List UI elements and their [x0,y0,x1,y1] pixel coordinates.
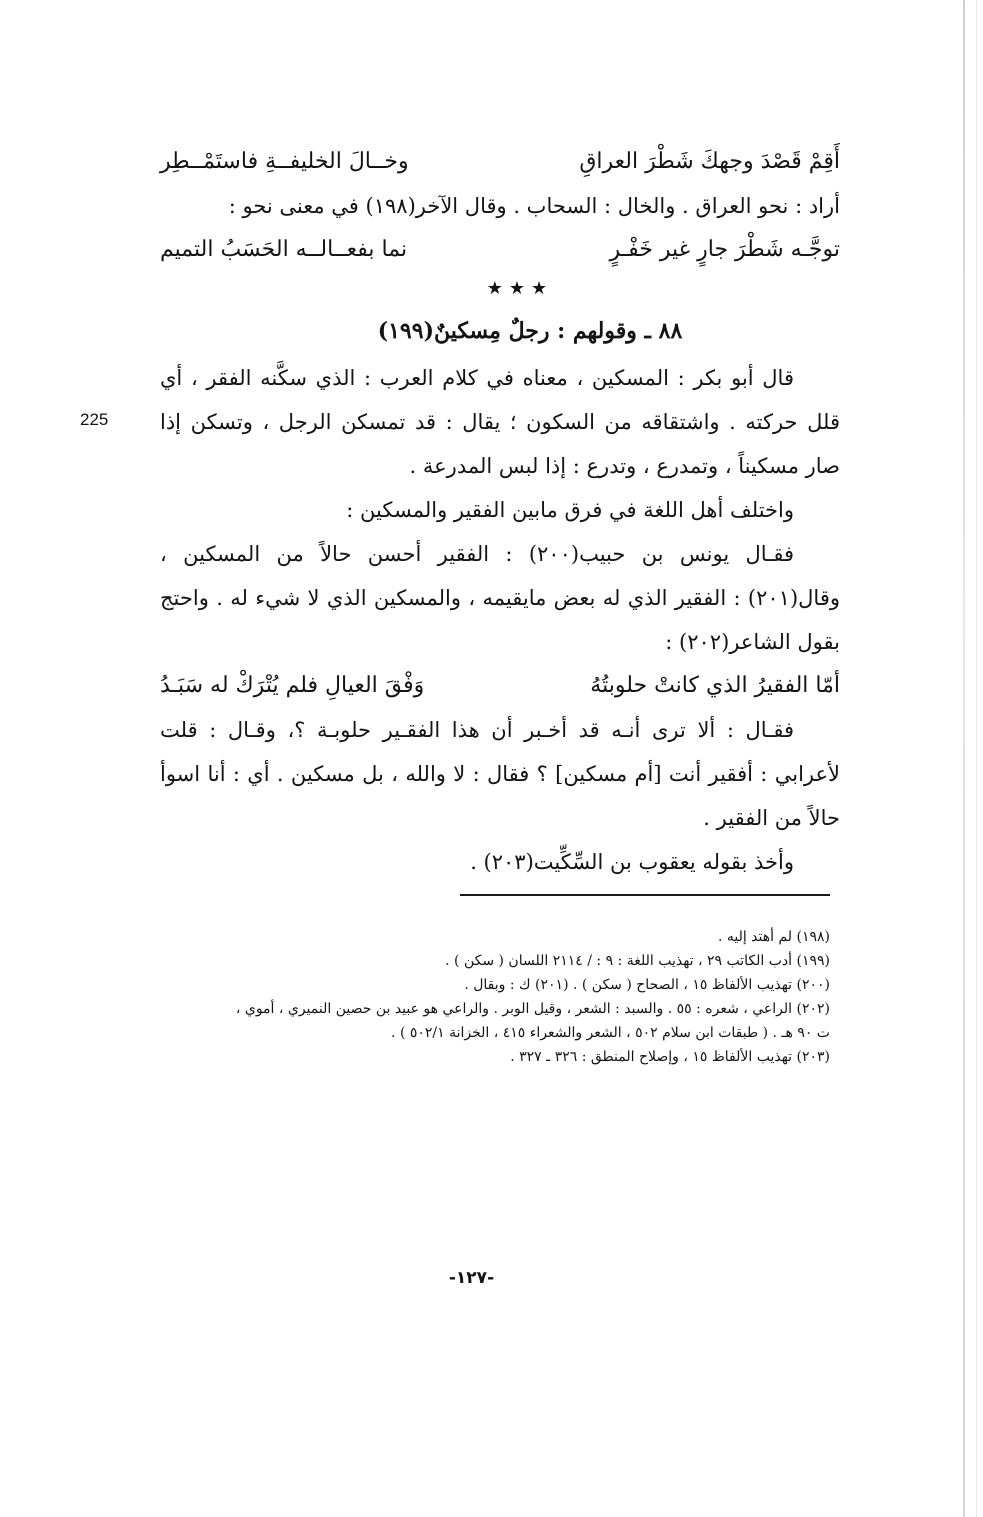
footnote-divider [460,894,830,896]
verse-1-left-hemistich: وخــالَ الخليفــةِ فاستَمْــطِر [160,149,409,174]
paragraph-3: فقـال يونس بن حبيب(٢٠٠) : الفقير أحسن حالاً من المسكين ، وقال(٢٠١) : الفقير الذي له بعض مايقيمه ، والمسكين الذي لا شيء له . واحتج بقول الشاعر(٢٠٢) : [160,542,840,654]
verse-line-1 [160,140,840,184]
verse-1-right-hemistich: أَقِمْ قَصْدَ وجهكَ شَطْرَ العراقِ [579,149,840,174]
verse-3-right-hemistich: أمّا الفقيرُ الذي كانتْ حلوبتُهُ [590,673,840,698]
paragraph-1: قال أبو بكر : المسكين ، معناه في كلام العرب : الذي سكَّنه الفقر ، أي قلل حركته . واشتقاقه من السكون ؛ يقال : قد تمسكن الرجل ، وتسكن إذا صار مسكيناً ، وتمدرع ، وتدرع : إذا لبس المدرعة . [160,366,840,478]
footnote-203: (٢٠٣) تهذيب الألفاظ ١٥ ، وإصلاح المنطق : ٣٢٦ ـ ٣٢٧ . [510,1049,830,1065]
paragraph-4: فقـال : ألا ترى أنـه قد أخـبر أن هذا الفقـير حلوبـة ؟، وقـال : قلت لأعرابي : أفقير أنت [أم مسكين] ؟ فقال : لا والله ، بل مسكين . أي : أنا اسوأ حالاً من الفقير . [160,718,840,830]
paragraph-2: واختلف أهل اللغة في فرق مابين الفقير والمسكين : [346,498,794,522]
verse-line-3 [160,664,840,708]
page-number: -١٢٧- [448,1268,495,1288]
margin-page-number: 225 [80,410,109,429]
footnote-202-continued: ت ٩٠ هـ . ( طبقات ابن سلام ٥٠٢ ، الشعر والشعراء ٤١٥ ، الخزانة ٥٠٢/١ ) . [391,1025,830,1041]
footnotes [140,925,830,1069]
footnote-202: (٢٠٢) الراعي ، شعره : ٥٥ . والسبد : الشعر ، وقيل الوبر . والراعي هو عبيد بن حصين النميري ، أموي ، [235,1001,830,1017]
main-text [160,140,840,884]
footnote-200-201: (٢٠٠) تهذيب الألفاظ ١٥ ، الصحاح ( سكن ) . (٢٠١) ك : وبقال . [464,977,830,993]
verse-3-left-hemistich: وَفْقَ العيالِ فلم يُتْرَكْ له سَبَـدُ [160,673,425,698]
section-separator: ★★★ [486,278,554,299]
verse-2-left-hemistich: نما بفعــالــه الحَسَبُ التميم [160,237,408,262]
verse-2-right-hemistich: توجَّـه شَطْرَ جارٍ غير خَفْـرٍ [609,237,840,262]
footnote-198: (١٩٨) لم أهتد إليه . [717,929,830,945]
page-edge-line [976,0,977,1517]
verse-line-2 [160,228,840,272]
paragraph-5: وأخذ بقوله يعقوب بن السِّكِّيت(٢٠٣) . [470,850,794,874]
section-heading: ٨٨ ـ وقولهم : رجلٌ مِسكينٌ(١٩٩) [377,318,683,344]
page-edge-shadow [963,0,965,1517]
footnote-199: (١٩٩) أدب الكاتب ٢٩ ، تهذيب اللغة : ٩ : / ٢١١٤ اللسان ( سكن ) . [445,953,830,969]
explanation-line: أراد : نحو العراق . والخال : السحاب . وقال الآخر(١٩٨) في معنى نحو : [228,194,840,218]
